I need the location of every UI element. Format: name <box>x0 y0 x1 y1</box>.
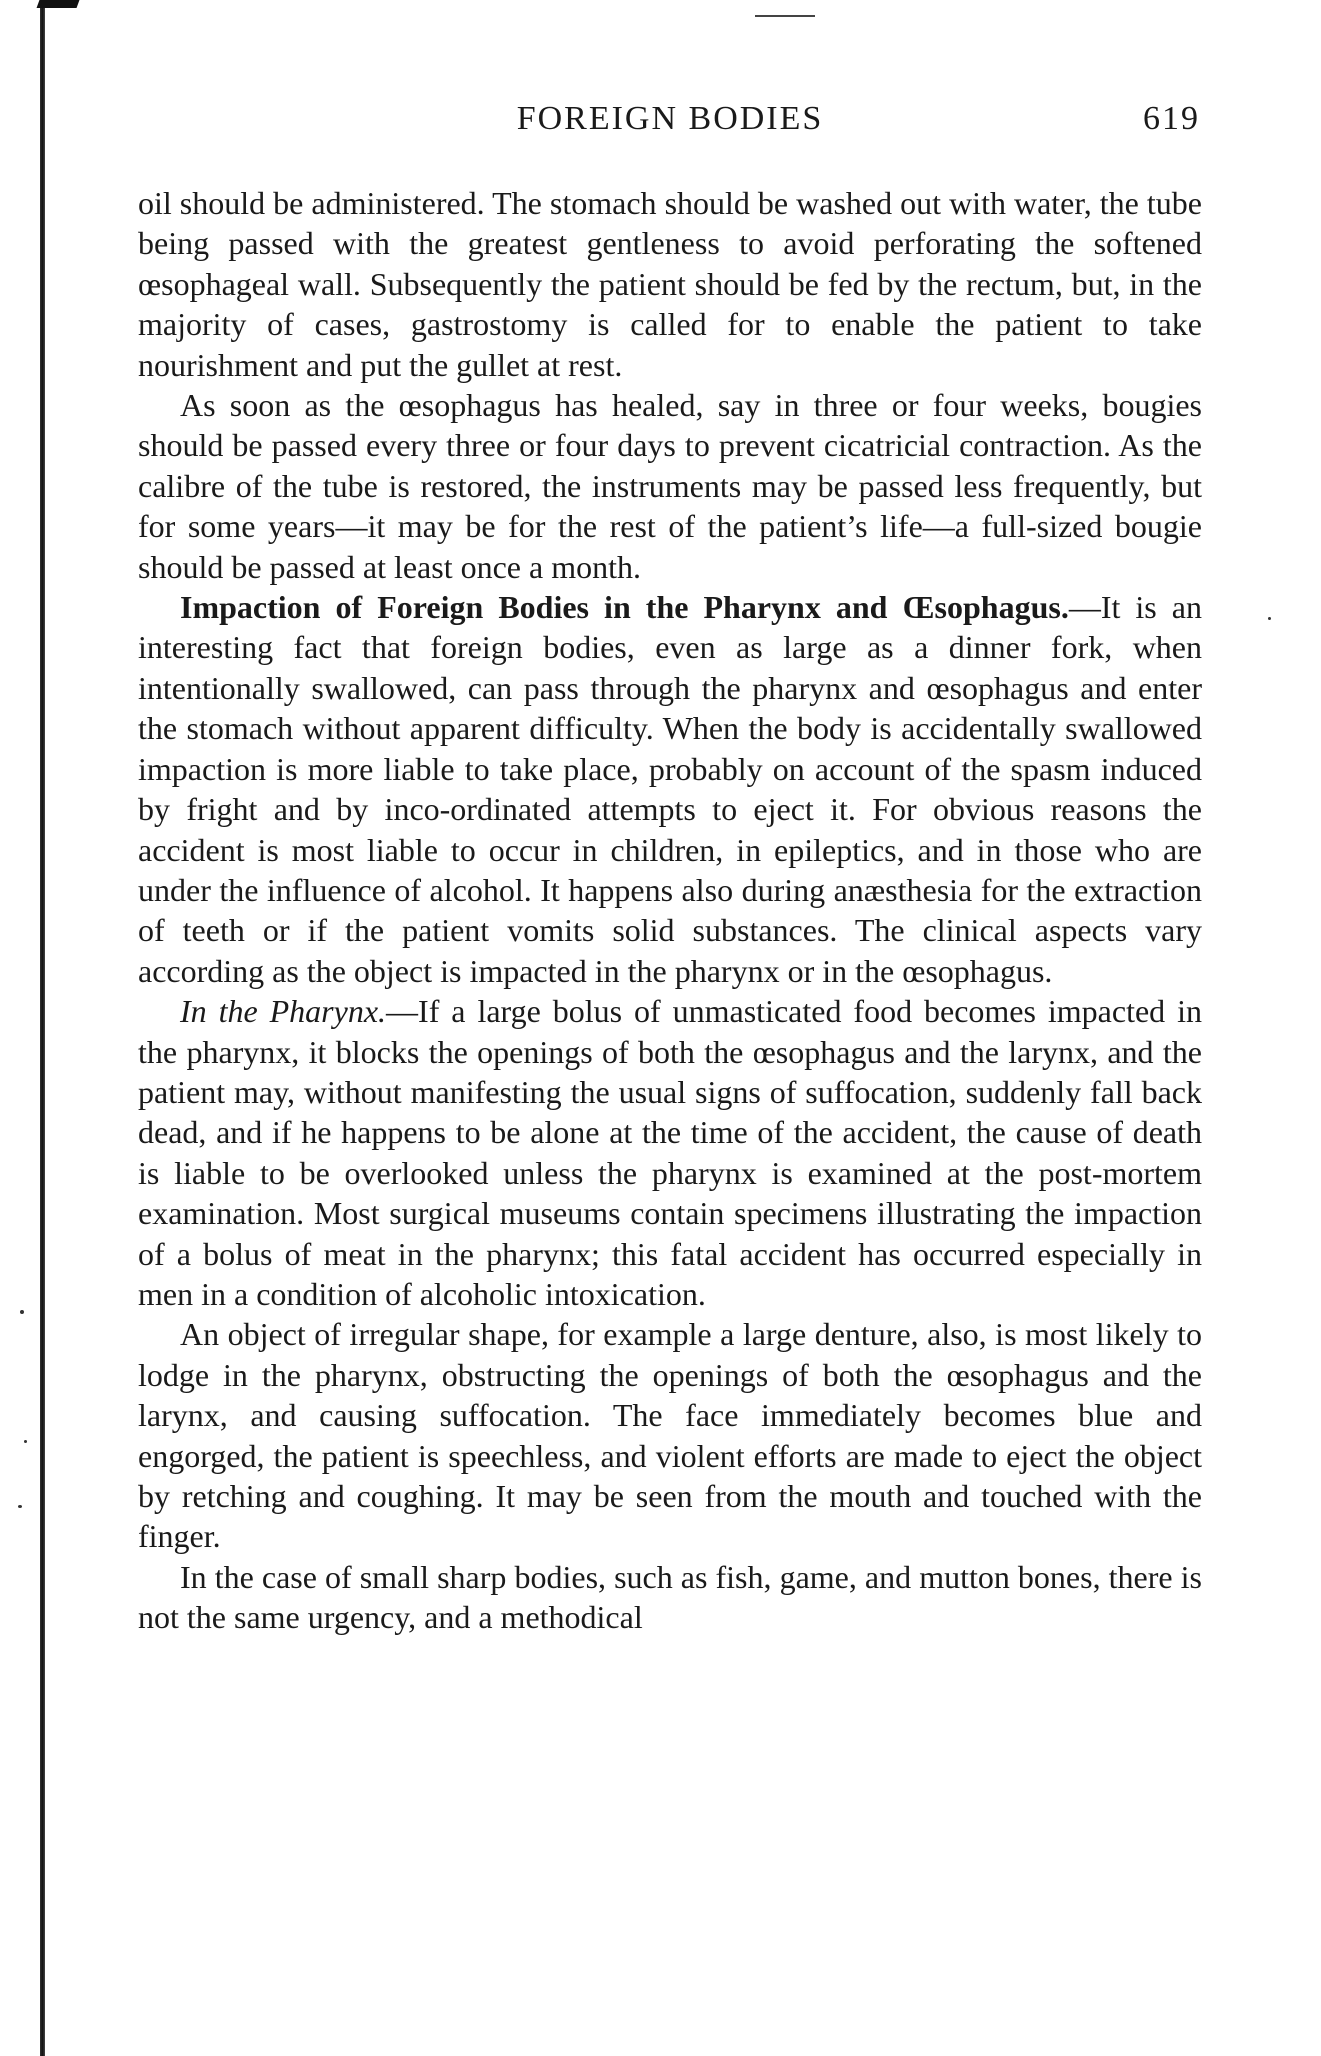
margin-speck <box>1268 617 1271 620</box>
paragraph-irregular-object <box>138 1314 1202 1556</box>
margin-speck <box>18 1505 22 1508</box>
paragraph-small-bodies <box>138 1557 1202 1638</box>
paragraph-text: oil should be administered. The stomach should be washed out with water, the tube being passed with the greatest gentleness to avoid perforating the softened œsophageal wall. Subsequently the patient should be fed by the rectum, but, in the majority of cases, gastrostomy is called for to enable the patient to take nourishment and put the gullet at rest. <box>138 185 1202 383</box>
margin-speck <box>24 1440 27 1443</box>
paragraph-text: As soon as the œsophagus has healed, say in three or four weeks, bougies should be passed every three or four days to prevent cicatricial contraction. As the calibre of the tube is restored, the instruments may be passed less frequently, but for some years—it may be for the rest of the patient’s life—a full-sized bougie should be passed at least once a month. <box>138 387 1202 585</box>
top-rule <box>755 15 815 17</box>
paragraph-continued <box>138 183 1202 385</box>
paragraph-text: —If a large bolus of unmasticated food becomes impacted in the pharynx, it blocks the openings of both the œsophagus and the larynx, and the patient may, without manifesting the usual signs of suffocation, suddenly fall back dead, and if he happens to be alone at the time of the accident, the cause of death is liable to be overlooked unless the pharynx is examined at the post-mortem examination. Most surgical museums contain specimens illustrating the impaction of a bolus of meat in the pharynx; this fatal accident has occurred especially in men in a condition of alcoholic intoxication. <box>138 993 1203 1312</box>
paragraph-text: —It is an interesting fact that foreign bodies, even as large as a dinner fork, when intentionally swallowed, can pass through the pharynx and œsophagus and enter the stomach without apparent difficulty. When the body is accidentally swallowed impaction is more liable to take place, probably on account of the spasm induced by fright and by inco-ordinated attempts to eject it. For obvious reasons the accident is most liable to occur in children, in epileptics, and in those who are under the influence of alcohol. It happens also during anæsthesia for the extraction of teeth or if the patient vomits solid substances. The clinical aspects vary according as the object is impacted in the pharynx or in the œsophagus. <box>138 589 1202 989</box>
running-title: FOREIGN BODIES <box>516 100 824 137</box>
binding-mark <box>37 0 80 8</box>
margin-speck <box>20 1310 24 1314</box>
section-heading: Impaction of Foreign Bodies in the Pharynx and Œsophagus. <box>180 589 1069 626</box>
paragraph-bougies <box>138 385 1202 587</box>
paragraph-text: In the case of small sharp bodies, such as fish, game, and mutton bones, there is not the same urgency, and a methodical <box>138 1558 1202 1636</box>
paragraph-pharynx <box>138 991 1202 1314</box>
running-head <box>140 100 1200 150</box>
subsection-heading: In the Pharynx. <box>180 993 387 1030</box>
binding-edge <box>40 0 45 2056</box>
page-number: 619 <box>1143 100 1200 137</box>
paragraph-impaction <box>138 587 1202 991</box>
paragraph-text: An object of irregular shape, for example a large denture, also, is most likely to lodge in the pharynx, obstructing the openings of both the œsophagus and the larynx, and causing suffocation. The face immediately becomes blue and engorged, the patient is speechless, and violent efforts are made to eject the object by retching and coughing. It may be seen from the mouth and touched with the finger. <box>138 1316 1202 1555</box>
body-text <box>138 183 1202 1638</box>
